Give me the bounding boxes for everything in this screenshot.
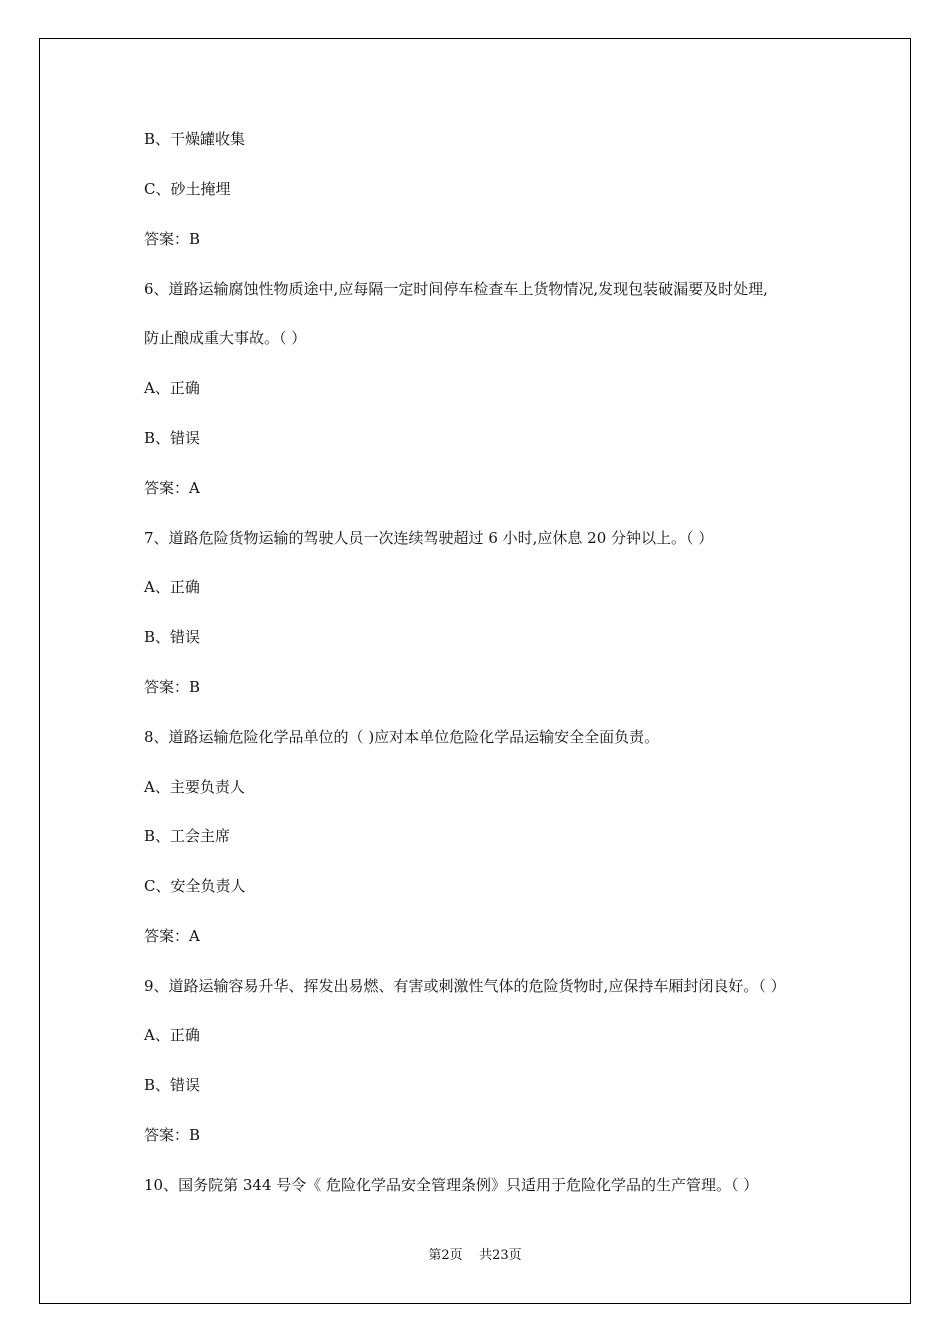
option-a-q6: A、正确 xyxy=(144,379,200,397)
page-total: 共23页 xyxy=(479,1248,522,1263)
page-border xyxy=(39,38,911,1304)
answer-q5: 答案：B xyxy=(144,230,201,248)
option-a-q7: A、正确 xyxy=(144,578,200,596)
question-8: 8、道路运输危险化学品单位的（ )应对本单位危险化学品运输安全全面负责。 xyxy=(144,728,660,746)
question-9: 9、道路运输容易升华、挥发出易燃、有害或刺激性气体的危险货物时,应保持车厢封闭良好。（ ） xyxy=(144,977,786,995)
answer-q8: 答案：A xyxy=(144,927,200,945)
option-b-q6: B、错误 xyxy=(144,429,201,447)
answer-q6: 答案：A xyxy=(144,479,200,497)
option-c-q5: C、砂土掩埋 xyxy=(144,180,231,198)
page-footer xyxy=(0,1248,950,1264)
option-b-q7: B、错误 xyxy=(144,628,201,646)
question-6-line-2: 防止酿成重大事故。（ ） xyxy=(144,329,307,347)
question-6-line-1: 6、道路运输腐蚀性物质途中,应每隔一定时间停车检查车上货物情况,发现包装破漏要及时处理, xyxy=(144,280,768,298)
option-b-q9: B、错误 xyxy=(144,1076,201,1094)
question-7: 7、道路危险货物运输的驾驶人员一次连续驾驶超过 6 小时,应休息 20 分钟以上。（ ） xyxy=(144,529,714,547)
answer-q9: 答案：B xyxy=(144,1126,201,1144)
answer-q7: 答案：B xyxy=(144,678,201,696)
option-b-q5: B、干燥罐收集 xyxy=(144,130,246,148)
option-b-q8: B、工会主席 xyxy=(144,827,231,845)
option-a-q8: A、主要负责人 xyxy=(144,778,245,796)
option-c-q8: C、安全负责人 xyxy=(144,877,246,895)
page-number: 第2页 xyxy=(428,1248,463,1263)
option-a-q9: A、正确 xyxy=(144,1026,200,1044)
question-10: 10、国务院第 344 号令《 危险化学品安全管理条例》只适用于危险化学品的生产管理。（ ） xyxy=(144,1176,759,1194)
